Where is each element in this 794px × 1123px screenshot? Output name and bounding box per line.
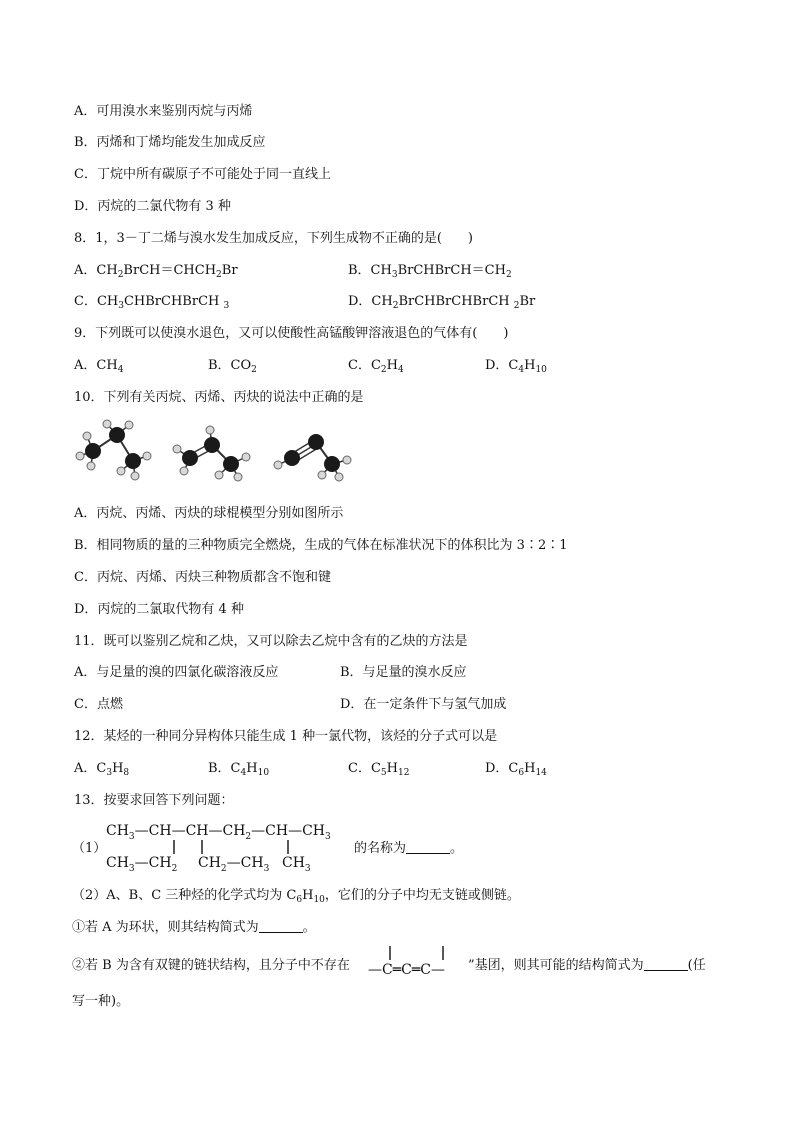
subscript: 6 xyxy=(518,768,525,778)
q10-option-c: C．丙烷、丙烯、丙炔三种物质都含不饱和键 xyxy=(74,570,331,585)
text-segment: ，它们的分子中均无支链或侧链。 xyxy=(324,888,520,903)
text-segment: BrCH＝CHCH xyxy=(123,263,217,278)
q13-part2-2-mid: ”基团，则其可能的结构简式为 xyxy=(468,958,644,973)
subscript: 10 xyxy=(313,895,325,905)
struct-bottom-left: $CH_3—CH_2$ xyxy=(106,855,178,874)
struct-top-row: $CH_3—CH—CH—CH_2—CH—CH_3$ xyxy=(106,823,331,842)
subscript: 4 xyxy=(518,365,525,375)
h-atom xyxy=(335,473,343,481)
c-atom xyxy=(324,456,340,472)
subscript: 4 xyxy=(117,365,124,375)
structural-formula xyxy=(106,818,354,874)
text-segment: A．CH xyxy=(74,263,118,278)
text-segment: Br xyxy=(221,263,238,278)
subscript: 2 xyxy=(251,365,257,375)
h-atom xyxy=(242,453,250,461)
q13-part2-2-prefix: ②若 B 为含有双键的链状结构，且分子中不存在 xyxy=(72,958,350,973)
subscript: 4 xyxy=(240,768,247,778)
subscript: 10 xyxy=(535,365,547,375)
q7-option-a: A．可用溴水来鉴别丙烷与丙烯 xyxy=(74,104,253,119)
h-atom xyxy=(131,472,139,480)
q12-option-d xyxy=(485,760,547,778)
h-atom xyxy=(76,452,84,460)
text-segment: B．CO xyxy=(208,358,252,373)
text-segment: （2）A、B、C 三种烃的化学式均为 C xyxy=(72,888,297,903)
propyne-model xyxy=(274,434,351,481)
propene-model xyxy=(173,426,250,481)
h-atom xyxy=(173,445,181,453)
h-atom xyxy=(274,461,282,469)
answer-blank xyxy=(259,920,303,933)
subscript: 14 xyxy=(535,768,547,778)
c-atom xyxy=(125,453,141,469)
q8-option-a xyxy=(74,262,238,280)
q8-stem: 8．1，3－丁二烯与溴水发生加成反应，下列生成物不正确的是( ) xyxy=(74,231,473,246)
text-segment: A．C xyxy=(74,761,107,776)
h-atom xyxy=(234,473,242,481)
q11-stem: 11．既可以鉴别乙烷和乙炔，又可以除去乙烷中含有的乙炔的方法是 xyxy=(74,634,468,649)
q9-option-b xyxy=(208,357,257,375)
c-atom xyxy=(85,443,101,459)
q13-part2-1 xyxy=(72,919,316,937)
text-segment: C．CH xyxy=(74,294,119,309)
text-segment: D．C xyxy=(485,761,519,776)
text-segment: CHBrCHBrCH xyxy=(123,294,224,309)
q9-option-c xyxy=(348,357,404,375)
propane-model xyxy=(76,420,151,480)
subscript: 6 xyxy=(296,895,303,905)
h-atom xyxy=(206,426,214,434)
subscript: 2 xyxy=(117,270,124,280)
text-segment: H xyxy=(302,888,314,903)
q9-option-d xyxy=(485,357,547,375)
q7-option-b: B．丙烯和丁烯均能发生加成反应 xyxy=(74,135,266,150)
q12-option-b xyxy=(208,760,269,778)
subscript: 2 xyxy=(513,301,520,311)
text-segment: C．C xyxy=(348,761,381,776)
subscript: 3 xyxy=(391,270,398,280)
q13-part2-2-suffix xyxy=(468,957,706,975)
text-segment: Br xyxy=(519,294,536,309)
text-segment: BrCHBrCH＝CH xyxy=(397,263,506,278)
text-segment: C．C xyxy=(348,358,381,373)
subscript: 3 xyxy=(223,301,230,311)
text-segment: BrCHBrCHBrCH xyxy=(398,294,514,309)
text-segment: H xyxy=(112,761,124,776)
subscript: 10 xyxy=(257,768,270,778)
h-atom xyxy=(343,456,351,464)
q9-option-a xyxy=(74,357,123,375)
q13-part1-label: （1） xyxy=(72,841,107,856)
text-segment: B．C xyxy=(208,761,241,776)
h-atom xyxy=(83,432,91,440)
q10-option-d: D．丙烷的二氯取代物有 4 种 xyxy=(74,602,244,617)
struct-bottom-middle: $CH_2—CH_3$ xyxy=(198,855,270,874)
text-segment: H xyxy=(246,761,258,776)
text-segment: D．C xyxy=(485,358,519,373)
answer-blank xyxy=(644,958,688,971)
text-segment: B．CH xyxy=(348,263,392,278)
text-segment: H xyxy=(386,761,398,776)
q13-part1-tail: 的名称为 xyxy=(354,841,407,856)
q13-part2-2-end: (任 xyxy=(687,958,706,973)
subscript: 3 xyxy=(106,768,113,778)
c-atom xyxy=(223,456,239,472)
q12-stem: 12．某烃的一种同分异构体只能生成 1 种一氯代物，该烃的分子式可以是 xyxy=(74,729,498,744)
q12-option-a xyxy=(74,760,129,778)
q10-stem: 10．下列有关丙烷、丙烯、丙炔的说法中正确的是 xyxy=(74,390,364,405)
text-segment: D．CH xyxy=(348,294,393,309)
q12-option-c xyxy=(348,760,409,778)
h-atom xyxy=(103,420,111,428)
ball-stick-models xyxy=(70,418,370,488)
q11-option-b: B．与足量的溴水反应 xyxy=(340,665,467,680)
q13-part1-end: 。 xyxy=(450,841,464,856)
h-atom xyxy=(215,471,223,479)
h-atom xyxy=(143,452,151,460)
text-segment: H xyxy=(524,358,536,373)
subscript: 3 xyxy=(118,301,124,311)
q8-option-b xyxy=(348,262,512,280)
q10-option-b: B．相同物质的量的三种物质完全燃烧，生成的气体在标准状况下的体积比为 3∶2∶1 xyxy=(74,538,568,553)
h-atom xyxy=(318,471,326,479)
subscript: 8 xyxy=(123,768,130,778)
q8-option-c xyxy=(74,293,229,311)
subscript: 5 xyxy=(380,768,387,778)
h-atom xyxy=(125,421,133,429)
q13-part1-text xyxy=(354,840,463,858)
q13-part2-1-end: 。 xyxy=(302,920,316,935)
c-atom xyxy=(182,450,198,466)
text-segment: H xyxy=(524,761,536,776)
group-formula: —C═C═C— xyxy=(368,962,446,978)
q13-part2-1-text: ①若 A 为环状，则其结构简式为 xyxy=(72,920,259,935)
c-atom xyxy=(308,434,324,450)
q8-option-d xyxy=(348,293,535,311)
cumulene-group xyxy=(368,944,468,980)
text-segment: A．CH xyxy=(74,358,118,373)
subscript: 12 xyxy=(397,768,410,778)
h-atom xyxy=(117,467,125,475)
subscript: 2 xyxy=(392,301,399,311)
struct-bottom-right: $CH_3$ xyxy=(282,855,311,874)
c-atom xyxy=(284,450,300,466)
q13-stem: 13．按要求回答下列问题： xyxy=(74,793,234,808)
q7-option-c: C．丁烷中所有碳原子不可能处于同一直线上 xyxy=(74,167,331,182)
c-atom xyxy=(109,427,125,443)
text-segment: H xyxy=(386,358,398,373)
h-atom xyxy=(87,462,95,470)
q9-stem: 9．下列既可以使溴水退色，又可以使酸性高锰酸钾溶液退色的气体有( ) xyxy=(74,326,509,341)
subscript: 2 xyxy=(380,365,387,375)
answer-blank xyxy=(406,841,450,854)
subscript: 2 xyxy=(216,270,222,280)
q11-option-c: C．点燃 xyxy=(74,697,123,712)
subscript: 4 xyxy=(397,365,404,375)
h-atom xyxy=(180,467,188,475)
q13-part2 xyxy=(72,887,520,905)
subscript: 2 xyxy=(505,270,512,280)
c-atom xyxy=(204,437,220,453)
q13-part2-2-continued: 写一种)。 xyxy=(72,994,130,1009)
q7-option-d: D．丙烷的二氯代物有 3 种 xyxy=(74,199,231,214)
q11-option-a: A．与足量的溴的四氯化碳溶液反应 xyxy=(74,665,279,680)
q11-option-d: D．在一定条件下与氢气加成 xyxy=(340,697,507,712)
q10-option-a: A．丙烷、丙烯、丙炔的球棍模型分别如图所示 xyxy=(74,506,344,521)
